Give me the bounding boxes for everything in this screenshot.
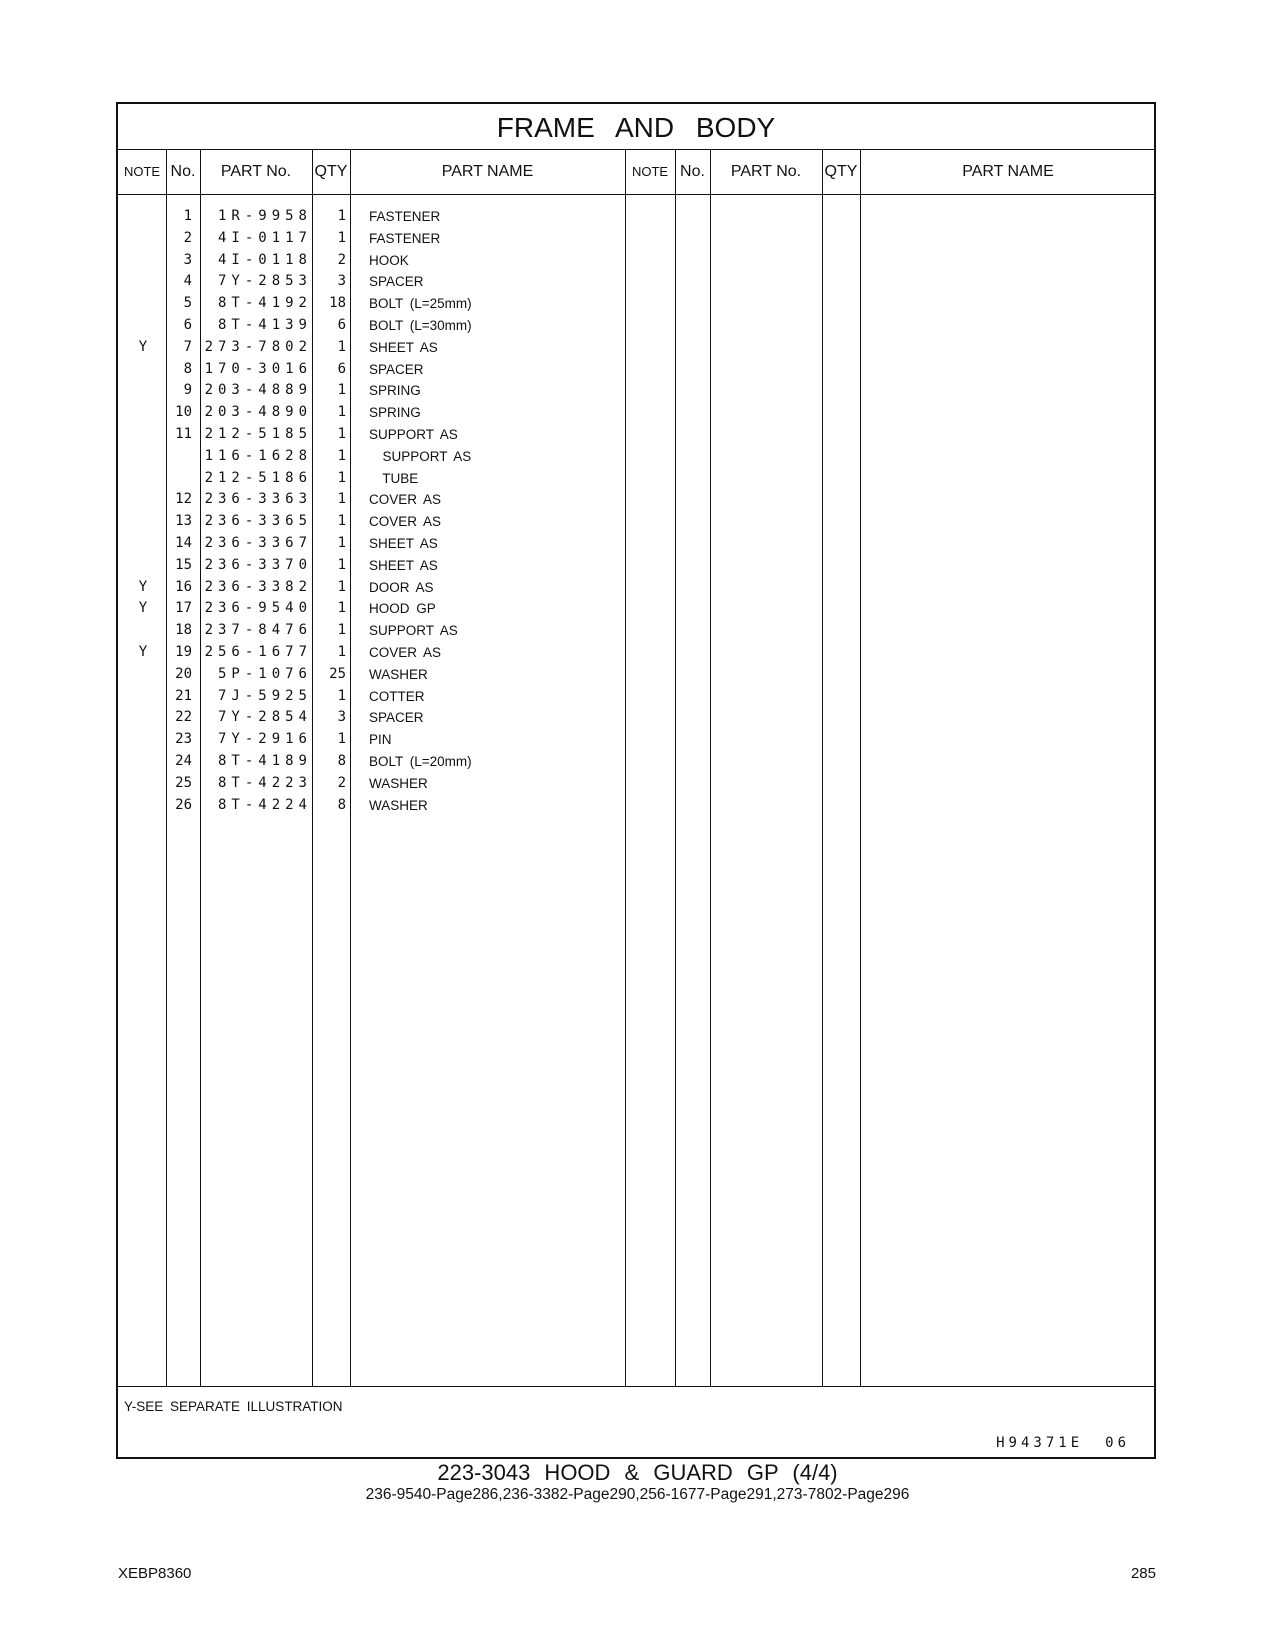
quantity-cell: 8 [337,796,346,813]
part-number-cell: 7J-5925 [217,687,312,704]
item-number-cell: 12 [175,491,192,508]
part-number-cell: 256-1677 [204,644,312,660]
table-row [118,206,758,228]
table-row [118,337,758,359]
header-no-left: No. [170,163,196,180]
part-number-cell: 4I-0118 [217,251,312,268]
part-name-cell: COVER AS [369,514,442,530]
part-number-cell: 236-3365 [204,513,312,530]
header-qty-left: QTY [314,163,348,180]
part-number-cell: 236-9540 [204,600,312,617]
part-name-cell: FASTENER [369,209,441,224]
quantity-cell: 1 [337,208,346,224]
quantity-cell: 1 [337,229,346,246]
table-row [118,620,758,642]
part-name-cell: WASHER [369,797,428,813]
part-name-cell: SHEET AS [369,536,438,551]
table-row [118,424,758,446]
table-row [118,489,758,511]
part-number-cell: 7Y-2854 [217,709,312,726]
quantity-cell: 1 [337,426,346,442]
quantity-cell: 1 [337,404,346,421]
item-number-cell: 18 [175,622,192,639]
quantity-cell: 6 [337,317,346,333]
part-name-cell: COVER AS [369,645,442,660]
part-number-cell: 8T-4223 [217,774,312,791]
part-number-cell: 8T-4224 [217,796,312,813]
part-name-cell: SUPPORT AS [369,448,472,464]
illustration-code-value: H94371E [996,1435,1084,1451]
item-number-cell: 17 [175,600,192,617]
table-row [118,577,758,599]
item-number-cell: 9 [183,382,192,399]
quantity-cell: 1 [337,535,346,551]
item-number-cell: 24 [175,753,192,769]
table-row [118,598,758,620]
table-row [118,533,758,555]
quantity-cell: 1 [337,578,346,595]
part-name-cell: SPACER [369,710,424,726]
quantity-cell: 1 [337,556,346,573]
note-cell: Y [138,600,148,617]
part-number-cell: 116-1628 [204,447,312,464]
part-name-cell: HOOK [369,252,409,268]
part-number-cell: 8T-4139 [217,317,312,333]
part-name-cell: BOLT (L=25mm) [369,296,472,312]
part-number-cell: 7Y-2916 [217,731,312,748]
quantity-cell: 6 [337,360,346,377]
header-qty-right: QTY [824,163,858,180]
table-row [118,773,758,795]
quantity-cell: 3 [337,273,346,290]
table-row [118,293,758,315]
part-name-cell: PIN [369,732,392,748]
quantity-cell: 1 [337,644,346,660]
item-number-cell: 1 [183,208,192,224]
item-number-cell: 15 [175,556,192,573]
column-divider [860,149,861,1386]
quantity-cell: 2 [337,774,346,791]
part-number-cell: 273-7802 [204,338,312,355]
table-row [118,511,758,533]
quantity-cell: 2 [337,251,346,268]
table-row [118,380,758,402]
part-name-cell: SHEET AS [369,557,438,573]
table-row [118,555,758,577]
parts-table-frame [116,102,1156,1459]
table-row [118,729,758,751]
header-note-right: NOTE [631,164,669,179]
quantity-cell: 1 [337,622,346,639]
quantity-cell: 1 [337,338,346,355]
quantity-cell: 1 [337,513,346,530]
quantity-cell: 3 [337,709,346,726]
part-number-cell: 212-5185 [204,426,312,442]
item-number-cell: 19 [175,644,192,660]
column-header-row [118,149,1154,195]
header-note-left: NOTE [123,164,161,179]
part-number-cell: 236-3370 [204,556,312,573]
part-name-cell: DOOR AS [369,579,434,595]
group-title: 223-3043 HOOD & GUARD GP (4/4) [437,1460,838,1485]
item-number-cell: 2 [183,229,192,246]
header-part-no-left: PART No. [220,163,292,180]
quantity-cell: 1 [337,469,346,486]
table-row [118,751,758,773]
note-cell: Y [138,578,148,595]
part-name-cell: BOLT (L=30mm) [369,318,472,333]
column-divider [822,149,823,1386]
page-references: 236-9540-Page286,236-3382-Page290,256-1677-Page291,273-7802-Page296 [365,1486,910,1503]
note-cell: Y [138,338,148,355]
part-name-cell: SPRING [369,405,421,421]
table-row [118,468,758,490]
table-row [118,402,758,424]
table-row [118,359,758,381]
item-number-cell: 23 [175,731,192,748]
table-row [118,315,758,337]
quantity-cell: 1 [337,731,346,748]
table-row [118,250,758,272]
part-name-cell: FASTENER [369,230,441,246]
header-part-name-right: PART NAME [962,163,1054,180]
part-number-cell: 236-3367 [204,535,312,551]
quantity-cell: 1 [337,382,346,399]
item-number-cell: 4 [183,273,192,290]
item-number-cell: 10 [175,404,192,421]
header-part-no-right: PART No. [730,163,802,180]
item-number-cell: 3 [183,251,192,268]
part-number-cell: 212-5186 [204,469,312,486]
part-number-cell: 8T-4192 [217,295,312,312]
document-number: XEBP8360 [118,1565,192,1582]
item-number-cell: 6 [183,317,192,333]
item-number-cell: 26 [175,796,192,813]
item-number-cell: 5 [183,295,192,312]
quantity-cell: 1 [337,687,346,704]
quantity-cell: 1 [337,447,346,464]
item-number-cell: 20 [175,665,192,682]
part-number-cell: 203-4890 [204,404,312,421]
part-name-cell: COTTER [369,688,425,704]
part-number-cell: 1R-9958 [217,208,312,224]
quantity-cell: 8 [337,753,346,769]
item-number-cell: 7 [183,338,192,355]
item-number-cell: 8 [183,360,192,377]
quantity-cell: 1 [337,600,346,617]
quantity-cell: 25 [329,665,346,682]
part-name-cell: WASHER [369,775,428,791]
page-number: 285 [1130,1565,1156,1582]
part-number-cell: 237-8476 [204,622,312,639]
header-no-right: No. [680,163,705,180]
part-number-cell: 7Y-2853 [217,273,312,290]
part-number-cell: 203-4889 [204,382,312,399]
item-number-cell: 14 [175,535,192,551]
header-part-name-left: PART NAME [441,163,534,180]
footer-divider [118,1386,1154,1387]
part-name-cell: COVER AS [369,492,442,508]
part-name-cell: SPACER [369,361,424,377]
part-name-cell: SHEET AS [369,339,438,355]
quantity-cell: 1 [337,491,346,508]
part-number-cell: 4I-0117 [217,229,312,246]
item-number-cell: 21 [175,687,192,704]
illustration-revision: 06 [1105,1435,1130,1451]
illustration-code [996,1435,1130,1451]
note-cell: Y [138,644,148,660]
table-row [118,642,758,664]
part-name-cell: HOOD GP [369,601,436,617]
part-name-cell: SUPPORT AS [369,427,458,442]
table-row [118,446,758,468]
table-row [118,271,758,293]
item-number-cell: 11 [175,426,192,442]
item-number-cell: 16 [175,578,192,595]
quantity-cell: 18 [329,295,346,312]
part-number-cell: 8T-4189 [217,753,312,769]
table-row [118,795,758,817]
table-row [118,228,758,250]
table-row [118,707,758,729]
table-row [118,664,758,686]
part-number-cell: 5P-1076 [217,665,312,682]
part-number-cell: 236-3363 [204,491,312,508]
section-title: FRAME AND BODY [118,104,1154,150]
part-name-cell: SUPPORT AS [369,623,458,639]
part-name-cell: TUBE [369,470,419,486]
item-number-cell: 13 [175,513,192,530]
part-number-cell: 236-3382 [204,578,312,595]
legend-note: Y-SEE SEPARATE ILLUSTRATION [124,1399,343,1414]
part-name-cell: WASHER [369,666,428,682]
part-name-cell: SPACER [369,274,424,290]
table-row [118,686,758,708]
part-name-cell: SPRING [369,383,421,399]
part-number-cell: 170-3016 [204,360,312,377]
item-number-cell: 25 [175,774,192,791]
part-name-cell: BOLT (L=20mm) [369,754,472,769]
item-number-cell: 22 [175,709,192,726]
